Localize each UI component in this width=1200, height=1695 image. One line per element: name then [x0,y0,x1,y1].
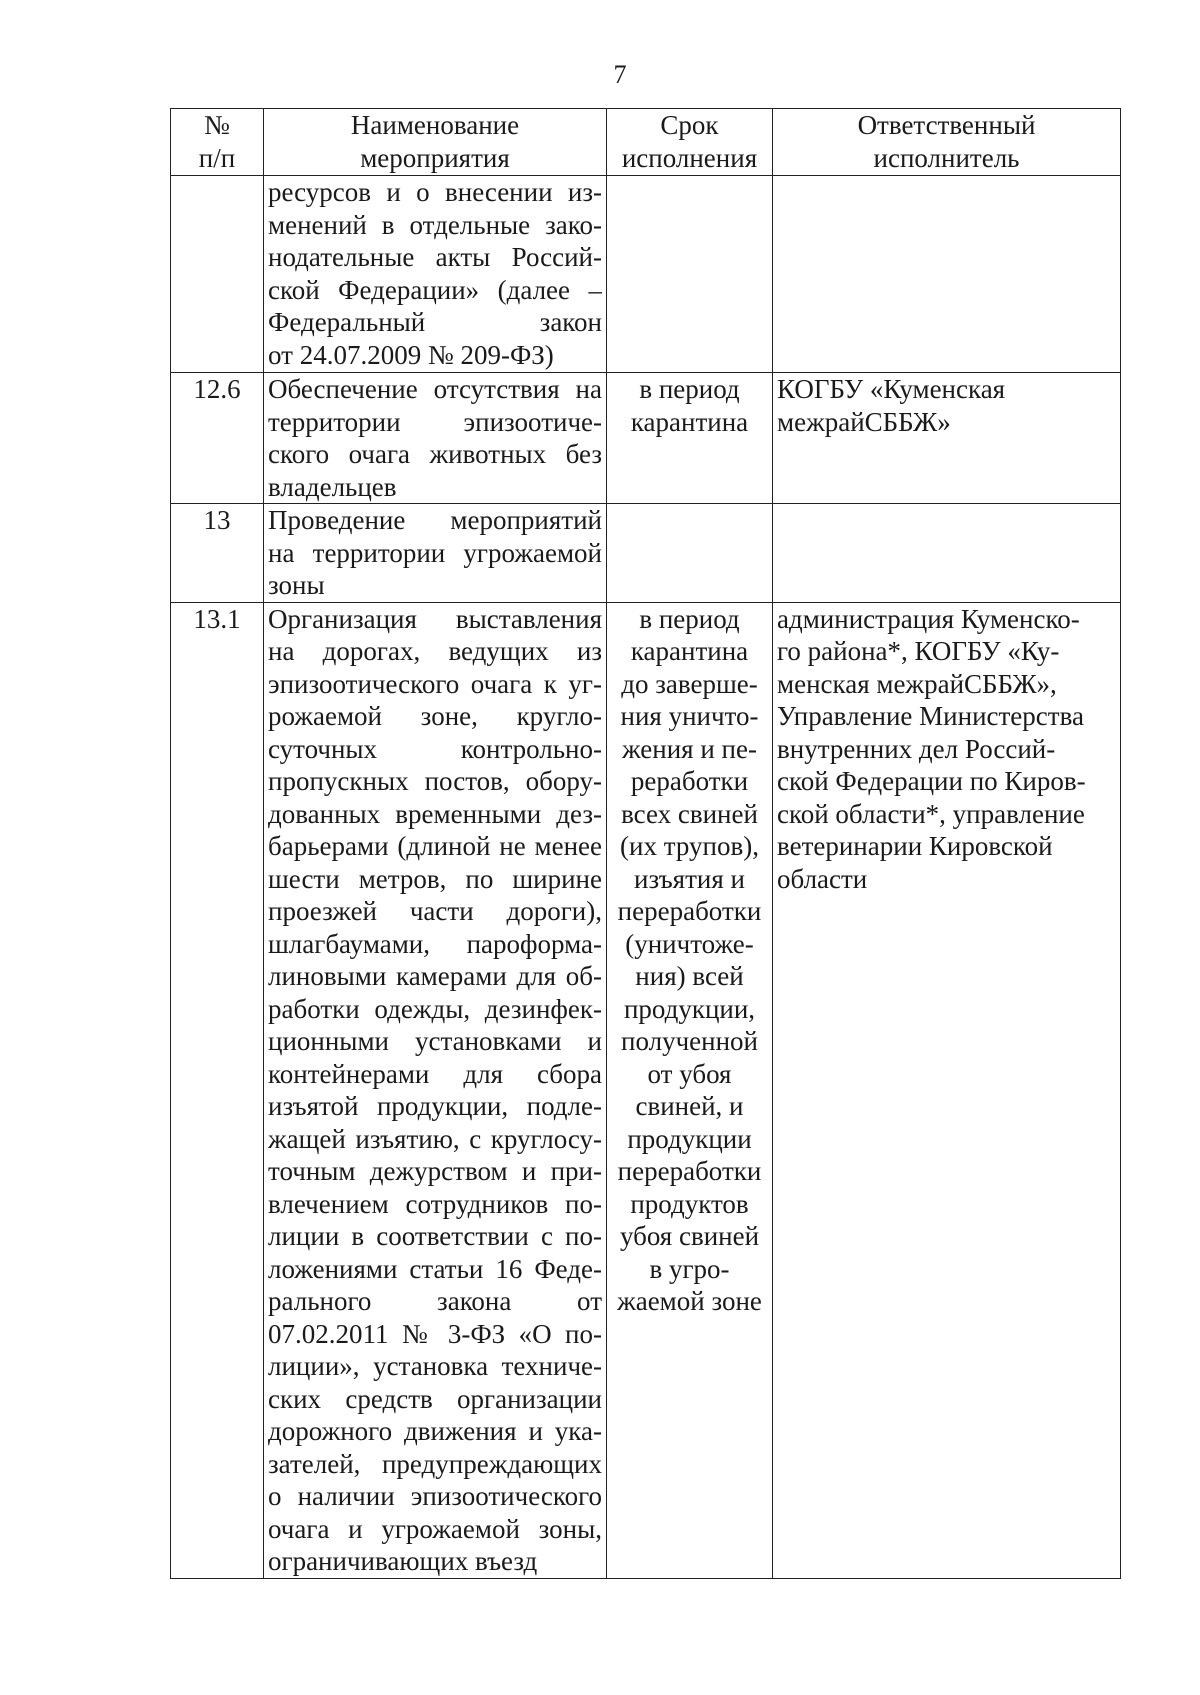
term-line: свиней, и [635,1091,744,1121]
measure-name-line: Обеспечение отсутствия на [268,374,602,404]
header-num-line: № [204,110,230,140]
term-line: продуктов [630,1188,749,1219]
term-cell [607,176,773,373]
term-line: жаемой зоне [617,1286,762,1316]
table-row [171,176,1121,373]
header-responsible [773,109,1121,176]
measure-name-line: точным дежурством и при- [268,1156,602,1186]
measure-name-line: лиции в соответствии с по- [268,1221,602,1251]
term-line: (уничтоже- [625,928,754,959]
term-cell [607,504,773,603]
measure-name-line: нодательные акты Россий- [268,242,602,272]
header-num-line: п/п [198,142,236,173]
term-line: продукции, [623,993,756,1024]
term-line: всех свиней [621,798,758,829]
measure-name-line: работки одежды, дезинфек- [268,993,602,1024]
measure-name-line: зателей, предупреждающих [268,1448,602,1479]
measure-name-line: владельцев [268,471,397,502]
measure-name-line: проезжей части дороги), [268,896,602,926]
term-line: от убоя [647,1058,732,1089]
table-row [171,373,1121,504]
responsible-line: менская межрайСББЖ», [777,668,1057,699]
measure-name-line: лиции», установка техниче- [268,1351,602,1381]
measure-name-line: пропускных постов, обору- [268,766,602,796]
responsible-line: внутренних дел Россий- [777,733,1056,764]
term-cell [607,373,773,504]
measure-name-cell [264,373,607,504]
measure-name-line: ской Федерации» (далее – [268,274,602,305]
measure-name-line: 07.02.2011 № 3-ФЗ «О по- [268,1318,602,1349]
measure-name-line: ограничивающих въезд [268,1546,538,1576]
measures-table [170,108,1121,1579]
measure-name-line: очага и угрожаемой зоны, [268,1513,602,1544]
measure-name-line: ресурсов и о внесении из- [268,177,602,207]
measure-name-line: ского очага животных без [268,439,602,469]
term-cell [607,602,773,1578]
term-line: (их трупов), [620,831,759,861]
measure-name-line: линовыми камерами для об- [268,961,602,991]
term-line: карантина [630,406,749,437]
responsible-line: го района*, КОГБУ «Ку- [777,636,1060,666]
table-row [171,504,1121,603]
table-row [171,602,1121,1578]
measure-name-line: Федеральный закон [268,307,602,337]
measure-name-line: шлагбаумами, пароформа- [268,928,602,959]
measure-name-line: ложениями статьи 16 Феде- [268,1253,602,1284]
measure-name-line: ских средств организации [268,1383,602,1414]
measure-name-cell [264,176,607,373]
row-number: 13 [171,504,264,603]
row-number: 12.6 [171,373,264,504]
header-responsible-line: Ответственный [857,110,1036,140]
header-name-line: мероприятия [360,142,510,173]
table-body [171,176,1121,1579]
measure-name-cell [264,602,607,1578]
table-header-row [171,109,1121,176]
term-line: продукции [627,1123,752,1154]
measure-name-line: суточных контрольно- [268,733,602,764]
responsible-cell [773,504,1121,603]
header-name-line: Наименование [350,110,520,140]
measure-name-cell [264,504,607,603]
header-term-line: исполнения [621,142,758,173]
measure-name-line: Организация выставления [268,603,602,634]
measure-name-line: влечением сотрудников по- [268,1188,602,1219]
responsible-cell [773,602,1121,1578]
measure-name-line: от 24.07.2009 № 209-ФЗ) [268,339,554,370]
responsible-line: Управление Министерства [777,701,1084,731]
header-name [264,109,607,176]
term-line: до заверше- [621,668,758,699]
term-line: карантина [630,636,749,666]
responsible-line: межрайСББЖ» [777,406,951,437]
measure-name-line: Проведение мероприятий [268,505,602,535]
responsible-line: ветеринарии Кировской [777,831,1053,861]
row-number: 13.1 [171,602,264,1578]
measure-name-line: барьерами (длиной не менее [268,831,602,861]
term-line: в угро- [649,1253,730,1284]
measure-name-line: жащей изъятию, с круглосу- [268,1123,602,1154]
responsible-line: области [777,863,868,894]
term-line: жения и пе- [622,733,757,764]
header-term [607,109,773,176]
term-line: реработки [630,766,749,796]
measure-name-line: рального закона от [268,1286,602,1316]
page-number: 7 [613,60,627,89]
term-line: переработки [617,896,762,926]
term-line: убоя свиней [619,1221,760,1251]
header-responsible-line: исполнитель [873,142,1020,173]
term-line: в период [639,374,740,404]
measure-name-line: дорожного движения и ука- [268,1416,602,1446]
measure-name-line: рожаемой зоне, кругло- [268,701,602,731]
measure-name-line: ционными установками и [268,1026,602,1056]
measure-name-line: шести метров, по ширине [268,863,602,894]
measure-name-line: изъятой продукции, подле- [268,1091,602,1121]
measure-name-line: дованных временными дез- [268,798,602,829]
term-line: переработки [617,1156,762,1186]
measure-name-line: контейнерами для сбора [268,1058,602,1089]
term-line: ния) всей [635,961,744,991]
term-line: полученной [621,1026,758,1056]
measure-name-line: о наличии эпизоотического [268,1481,602,1511]
measure-name-line: менений в отдельные зако- [268,209,602,240]
responsible-cell [773,176,1121,373]
term-line: изъятия и [634,863,745,894]
measure-name-line: на дорогах, ведущих из [268,636,602,666]
measure-name-line: эпизоотического очага к уг- [268,668,602,699]
measure-name-line: территории эпизоотиче- [268,406,602,437]
header-num [171,109,264,176]
responsible-line: ской области*, управление [777,798,1085,829]
term-line: ния уничто- [620,701,759,731]
measure-name-line: зоны [268,570,325,600]
row-number [171,176,264,373]
responsible-cell [773,373,1121,504]
header-term-line: Срок [660,110,719,140]
responsible-line: администрация Куменско- [777,603,1080,634]
measure-name-line: на территории угрожаемой [268,537,602,568]
term-line: в период [639,603,740,634]
responsible-line: ской Федерации по Киров- [777,766,1086,796]
responsible-line: КОГБУ «Куменская [777,374,1006,404]
